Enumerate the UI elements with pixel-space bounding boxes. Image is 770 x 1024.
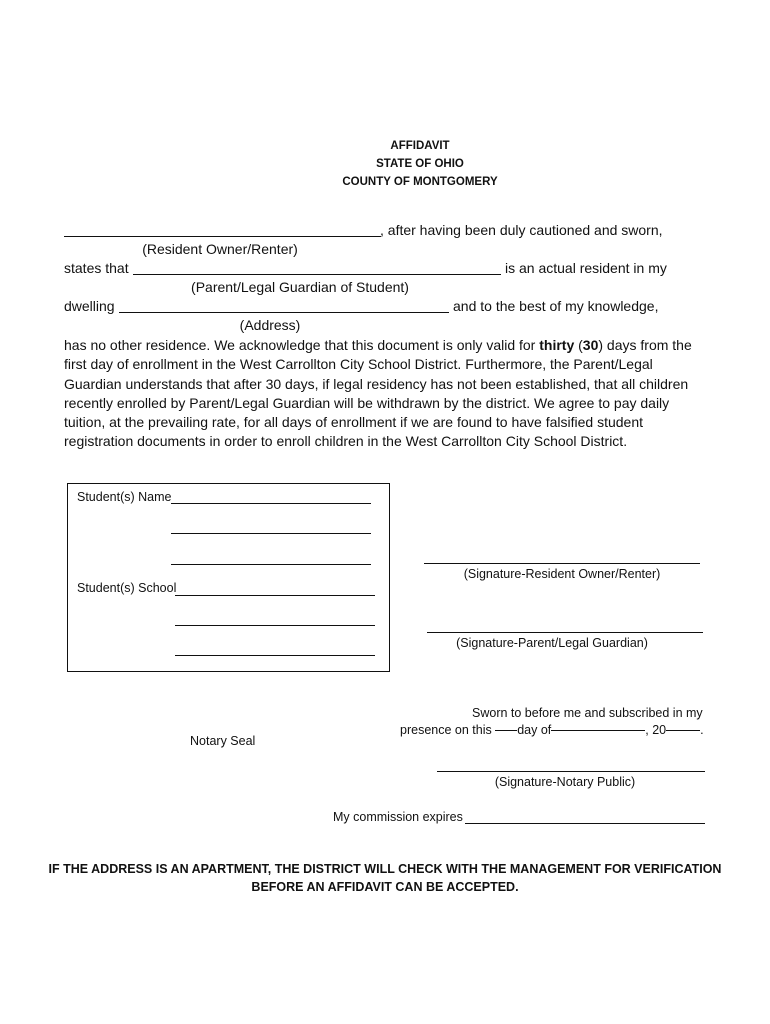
commission-expires-label: My commission expires [333,810,463,824]
title-county: COUNTY OF MONTGOMERY [342,176,498,188]
commission-expires-blank[interactable] [465,823,705,824]
address-caption: (Address) [239,317,301,333]
body-paren-open: ( [574,337,583,353]
student-school-blank-3[interactable] [175,655,375,656]
day-blank[interactable] [495,730,517,731]
date-period: . [700,723,704,737]
title-state: STATE OF OHIO [376,158,464,170]
month-blank[interactable] [551,730,645,731]
notary-date-line [400,723,704,737]
resident-owner-blank[interactable] [64,236,381,237]
student-info-box [67,483,390,672]
student-name-blank-2[interactable] [171,533,371,534]
sworn-text: , after having been duly cautioned and sworn, [380,222,663,238]
knowledge-text: and to the best of my knowledge, [453,298,659,314]
parent-guardian-blank[interactable] [133,274,501,275]
resident-signature-line[interactable] [424,563,700,564]
student-name-blank-1[interactable] [171,503,371,504]
notary-sworn-text: Sworn to before me and subscribed in my [472,706,703,720]
title-affidavit: AFFIDAVIT [390,140,450,152]
year-prefix-text: , 20 [645,723,667,737]
body-bold-30: 30 [582,337,599,353]
parent-guardian-caption: (Parent/Legal Guardian of Student) [191,279,409,295]
presence-text: presence on this [400,723,496,737]
states-that-label: states that [64,260,129,276]
footer-notice-line1: IF THE ADDRESS IS AN APARTMENT, THE DISTRICT WILL CHECK WITH THE MANAGEMENT FOR VERIFICATION [48,862,722,876]
notary-seal-label: Notary Seal [190,734,256,748]
body-bold-thirty: thirty [539,337,575,353]
address-blank[interactable] [119,312,449,313]
notary-signature-line[interactable] [437,771,705,772]
dwelling-label: dwelling [64,298,115,314]
student-school-blank-1[interactable] [175,595,375,596]
resident-owner-caption: (Resident Owner/Renter) [142,241,298,257]
body-text-part1: has no other residence. We acknowledge that this document is only valid for [64,337,540,353]
footer-notice-line2: BEFORE AN AFFIDAVIT CAN BE ACCEPTED. [251,880,519,894]
resident-text: is an actual resident in my [505,260,667,276]
affidavit-body-paragraph [64,336,714,452]
student-name-label: Student(s) Name [77,490,172,504]
student-name-blank-3[interactable] [171,564,371,565]
resident-signature-caption: (Signature-Resident Owner/Renter) [463,567,661,581]
notary-signature-caption: (Signature-Notary Public) [494,775,636,789]
year-blank[interactable] [666,730,700,731]
day-of-text: day of [517,723,552,737]
student-school-blank-2[interactable] [175,625,375,626]
student-school-label: Student(s) School [77,581,177,595]
guardian-signature-line[interactable] [427,632,703,633]
body-text-part2: ) days from the first day of enrollment in the West Carrollton City School District. Furthermore, the Parent/Legal Guardian understands that after 30 days, if legal residency has not been established, that all children recently enrolled by Parent/Legal Guardian will be withdrawn by the district. We agree to pay daily tuition, at the prevailing rate, for all days of enrollment if we are found to have falsified student registration documents in order to enroll children in the West Carrollton City School District. [64,337,692,450]
guardian-signature-caption: (Signature-Parent/Legal Guardian) [456,636,648,650]
